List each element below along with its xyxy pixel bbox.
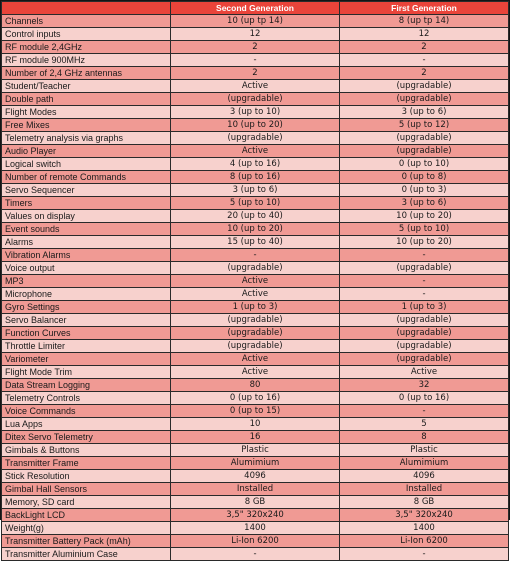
second-generation-value: 3 (up to 10) [171,106,340,119]
feature-label: Flight Mode Trim [2,366,171,379]
first-generation-value: 8 GB [340,496,509,509]
feature-label: Alarms [2,236,171,249]
first-generation-value: 2 [340,67,509,80]
first-generation-value: - [340,548,509,561]
second-generation-value: 10 (up to 20) [171,119,340,132]
first-generation-value: Li-Ion 6200 [340,535,509,548]
table-row [2,340,509,353]
table-row [2,262,509,275]
table-row [2,366,509,379]
table-body [2,15,509,561]
second-generation-value: 10 (up tp 14) [171,15,340,28]
feature-label: Function Curves [2,327,171,340]
feature-label: Free Mixes [2,119,171,132]
second-generation-value: 2 [171,67,340,80]
table-row [2,431,509,444]
generation-comparison-table [1,1,509,561]
header-row [2,2,509,15]
feature-label: Transmitter Frame [2,457,171,470]
second-generation-value: 12 [171,28,340,41]
feature-label: Number of 2,4 GHz antennas [2,67,171,80]
second-generation-value: (upgradable) [171,340,340,353]
first-generation-value: (upgradable) [340,353,509,366]
table-row [2,457,509,470]
table-row [2,28,509,41]
first-generation-value: (upgradable) [340,93,509,106]
feature-label: Transmitter Aluminium Case [2,548,171,561]
feature-label: Event sounds [2,223,171,236]
feature-label: Control inputs [2,28,171,41]
second-generation-value: Alumimium [171,457,340,470]
feature-label: Channels [2,15,171,28]
first-generation-value: 8 [340,431,509,444]
first-generation-value: (upgradable) [340,340,509,353]
second-generation-value: Active [171,353,340,366]
feature-label: Values on display [2,210,171,223]
feature-label: BackLight LCD [2,509,171,522]
second-generation-value: 1400 [171,522,340,535]
second-generation-value: Active [171,145,340,158]
table-row [2,132,509,145]
feature-label: Student/Teacher [2,80,171,93]
second-generation-value: 8 (up to 16) [171,171,340,184]
feature-label: Flight Modes [2,106,171,119]
table-row [2,210,509,223]
table-row [2,184,509,197]
feature-label: Data Stream Logging [2,379,171,392]
header-first-generation: First Generation [340,2,509,15]
first-generation-value: 0 (up to 16) [340,392,509,405]
second-generation-value: 10 [171,418,340,431]
feature-label: Lua Apps [2,418,171,431]
first-generation-value: Active [340,366,509,379]
feature-label: Telemetry analysis via graphs [2,132,171,145]
first-generation-value: 2 [340,41,509,54]
second-generation-value: 4 (up to 16) [171,158,340,171]
second-generation-value: Active [171,366,340,379]
second-generation-value: - [171,249,340,262]
table-row [2,522,509,535]
table-row [2,314,509,327]
first-generation-value: 5 [340,418,509,431]
feature-label: Telemetry Controls [2,392,171,405]
table-row [2,288,509,301]
first-generation-value: (upgradable) [340,314,509,327]
first-generation-value: 4096 [340,470,509,483]
feature-label: Transmitter Battery Pack (mAh) [2,535,171,548]
feature-label: MP3 [2,275,171,288]
table-row [2,483,509,496]
first-generation-value: Plastic [340,444,509,457]
table-row [2,171,509,184]
first-generation-value: 10 (up to 20) [340,210,509,223]
table-row [2,41,509,54]
feature-label: Stick Resolution [2,470,171,483]
second-generation-value: (upgradable) [171,327,340,340]
second-generation-value: 20 (up to 40) [171,210,340,223]
table-row [2,67,509,80]
second-generation-value: 5 (up to 10) [171,197,340,210]
first-generation-value: 3 (up to 6) [340,197,509,210]
feature-label: Vibration Alarms [2,249,171,262]
table-row [2,197,509,210]
feature-label: Microphone [2,288,171,301]
first-generation-value: 1 (up to 3) [340,301,509,314]
feature-label: Timers [2,197,171,210]
table-row [2,93,509,106]
table-row [2,418,509,431]
first-generation-value: (upgradable) [340,262,509,275]
first-generation-value: (upgradable) [340,145,509,158]
second-generation-value: Active [171,288,340,301]
first-generation-value: - [340,54,509,67]
feature-label: Voice output [2,262,171,275]
second-generation-value: 3,5" 320x240 [171,509,340,522]
table-row [2,236,509,249]
first-generation-value: 12 [340,28,509,41]
first-generation-value: (upgradable) [340,327,509,340]
second-generation-value: (upgradable) [171,314,340,327]
feature-label: Voice Commands [2,405,171,418]
feature-label: Servo Sequencer [2,184,171,197]
second-generation-value: 10 (up to 20) [171,223,340,236]
table-row [2,223,509,236]
feature-label: Number of remote Commands [2,171,171,184]
first-generation-value: (upgradable) [340,132,509,145]
first-generation-value: 1400 [340,522,509,535]
first-generation-value: - [340,249,509,262]
second-generation-value: 16 [171,431,340,444]
table-row [2,301,509,314]
first-generation-value: 32 [340,379,509,392]
table-row [2,145,509,158]
feature-label: Weight(g) [2,522,171,535]
first-generation-value: - [340,275,509,288]
second-generation-value: Li-Ion 6200 [171,535,340,548]
second-generation-value: (upgradable) [171,93,340,106]
second-generation-value: 4096 [171,470,340,483]
table-row [2,444,509,457]
feature-label: Gimbal Hall Sensors [2,483,171,496]
feature-label: RF module 2,4GHz [2,41,171,54]
second-generation-value: 15 (up to 40) [171,236,340,249]
first-generation-value: Alumimium [340,457,509,470]
second-generation-value: Plastic [171,444,340,457]
table-row [2,119,509,132]
second-generation-value: 2 [171,41,340,54]
first-generation-value: 0 (up to 3) [340,184,509,197]
table-row [2,15,509,28]
first-generation-value: Installed [340,483,509,496]
table-row [2,249,509,262]
feature-label: Gimbals & Buttons [2,444,171,457]
feature-label: Ditex Servo Telemetry [2,431,171,444]
feature-label: RF module 900MHz [2,54,171,67]
table-row [2,392,509,405]
first-generation-value: 5 (up to 10) [340,223,509,236]
first-generation-value: 8 (up tp 14) [340,15,509,28]
feature-label: Audio Player [2,145,171,158]
second-generation-value: Active [171,275,340,288]
first-generation-value: 10 (up to 20) [340,236,509,249]
feature-label: Variometer [2,353,171,366]
second-generation-value: - [171,548,340,561]
second-generation-value: 80 [171,379,340,392]
table-row [2,54,509,67]
feature-label: Memory, SD card [2,496,171,509]
table-row [2,80,509,93]
table-row [2,379,509,392]
table-row [2,548,509,561]
first-generation-value: 0 (up to 10) [340,158,509,171]
header-second-generation: Second Generation [171,2,340,15]
first-generation-value: 0 (up to 8) [340,171,509,184]
second-generation-value: (upgradable) [171,132,340,145]
first-generation-value: - [340,405,509,418]
feature-label: Gyro Settings [2,301,171,314]
first-generation-value: (upgradable) [340,80,509,93]
feature-label: Logical switch [2,158,171,171]
header-feature-column [2,2,171,15]
second-generation-value: 3 (up to 6) [171,184,340,197]
second-generation-value: 1 (up to 3) [171,301,340,314]
table-row [2,535,509,548]
second-generation-value: Active [171,80,340,93]
table-row [2,353,509,366]
first-generation-value: 3,5" 320x240 [340,509,509,522]
table-row [2,327,509,340]
table-row [2,275,509,288]
first-generation-value: - [340,288,509,301]
second-generation-value: 8 GB [171,496,340,509]
table-row [2,496,509,509]
feature-label: Throttle Limiter [2,340,171,353]
table-row [2,158,509,171]
second-generation-value: 0 (up to 16) [171,392,340,405]
table-header [2,2,509,15]
table-row [2,106,509,119]
second-generation-value: Installed [171,483,340,496]
feature-label: Double path [2,93,171,106]
second-generation-value: (upgradable) [171,262,340,275]
table-row [2,405,509,418]
second-generation-value: - [171,54,340,67]
second-generation-value: 0 (up to 15) [171,405,340,418]
table-row [2,470,509,483]
first-generation-value: 3 (up to 6) [340,106,509,119]
feature-label: Servo Balancer [2,314,171,327]
first-generation-value: 5 (up to 12) [340,119,509,132]
